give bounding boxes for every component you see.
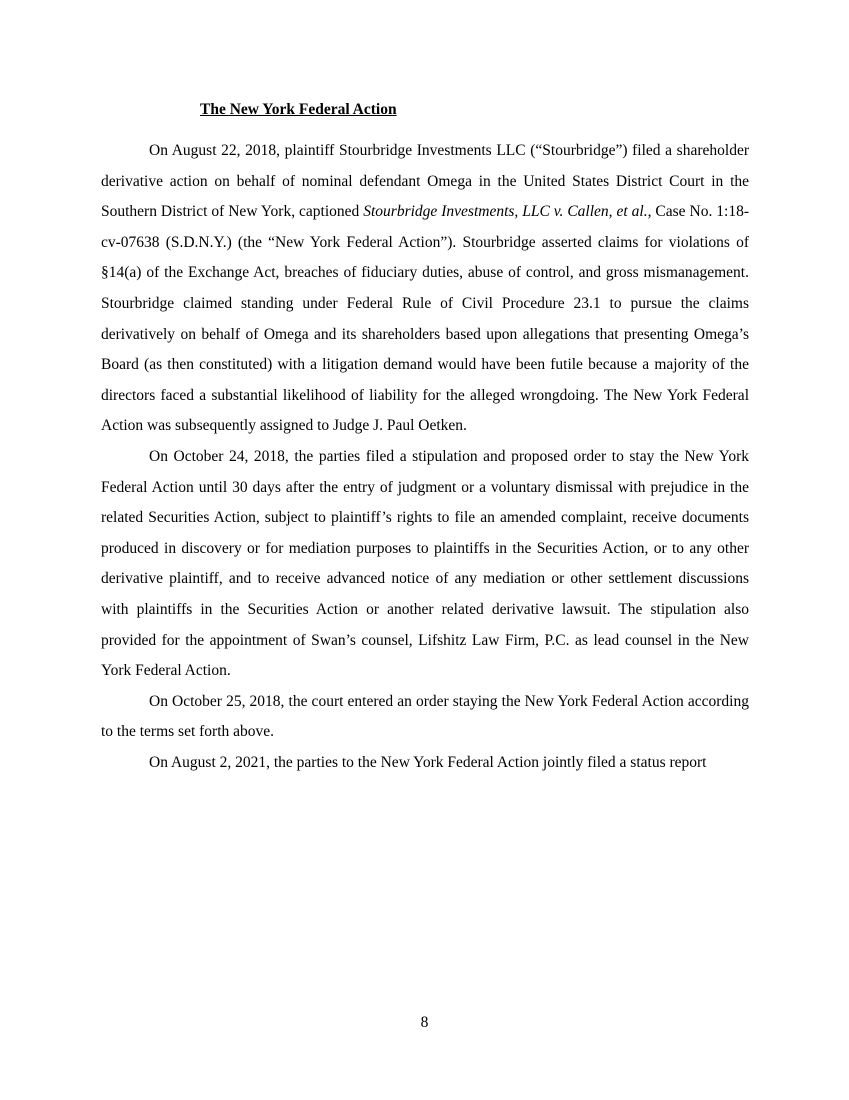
paragraph-filing — [101, 136, 749, 442]
page-number: 8 — [420, 1014, 429, 1031]
paragraph-stipulation: On October 24, 2018, the parties filed a stipulation and proposed order to stay the New York Federal Action until 30 days after the entry of judgment or a voluntary dismissal with prejudice in the related Securities Action, subject to plaintiff’s rights to file an amended complaint, receive documents produced in discovery or for mediation purposes to plaintiffs in the Securities Action, or to any other derivative plaintiff, and to receive advanced notice of any mediation or other settlement discussions with plaintiffs in the Securities Action or another related derivative lawsuit. The stipulation also provided for the appointment of Swan’s counsel, Lifshitz Law Firm, P.C. as lead counsel in the New York Federal Action. — [101, 447, 749, 680]
paragraph-filing-text-before: On August 22, 2018, plaintiff Stourbridge Investments LLC (“Stourbridge”) filed a shareholder derivative action on behalf of nominal defendant Omega in the United States District Court in the Southern District of New York, captioned — [101, 142, 749, 221]
paragraph-filing-text-after: , Case No. 1:18-cv-07638 (S.D.N.Y.) (the “New York Federal Action”). Stourbridge asserted claims for violations of §14(a) of the Exchange Act, breaches of fiduciary duties, abuse of control, and gross mismanagement. Stourbridge claimed standing under Federal Rule of Civil Procedure 23.1 to pursue the claims derivatively on behalf of Omega and its shareholders based upon allegations that presenting Omega’s Board (as then constituted) with a litigation demand would have been futile because a majority of the directors faced a substantial likelihood of liability for the alleged wrongdoing. The New York Federal Action was subsequently assigned to Judge J. Paul Oetken. — [101, 203, 750, 435]
paragraph-stay-order: On October 25, 2018, the court entered an order staying the New York Federal Action according to the terms set forth above. — [101, 692, 749, 741]
body-text — [101, 136, 749, 778]
section-heading: The New York Federal Action — [200, 101, 397, 118]
paragraph-status-report: On August 2, 2021, the parties to the New York Federal Action jointly filed a status report — [149, 753, 707, 771]
case-caption: Stourbridge Investments, LLC v. Callen, et al. — [363, 203, 648, 221]
